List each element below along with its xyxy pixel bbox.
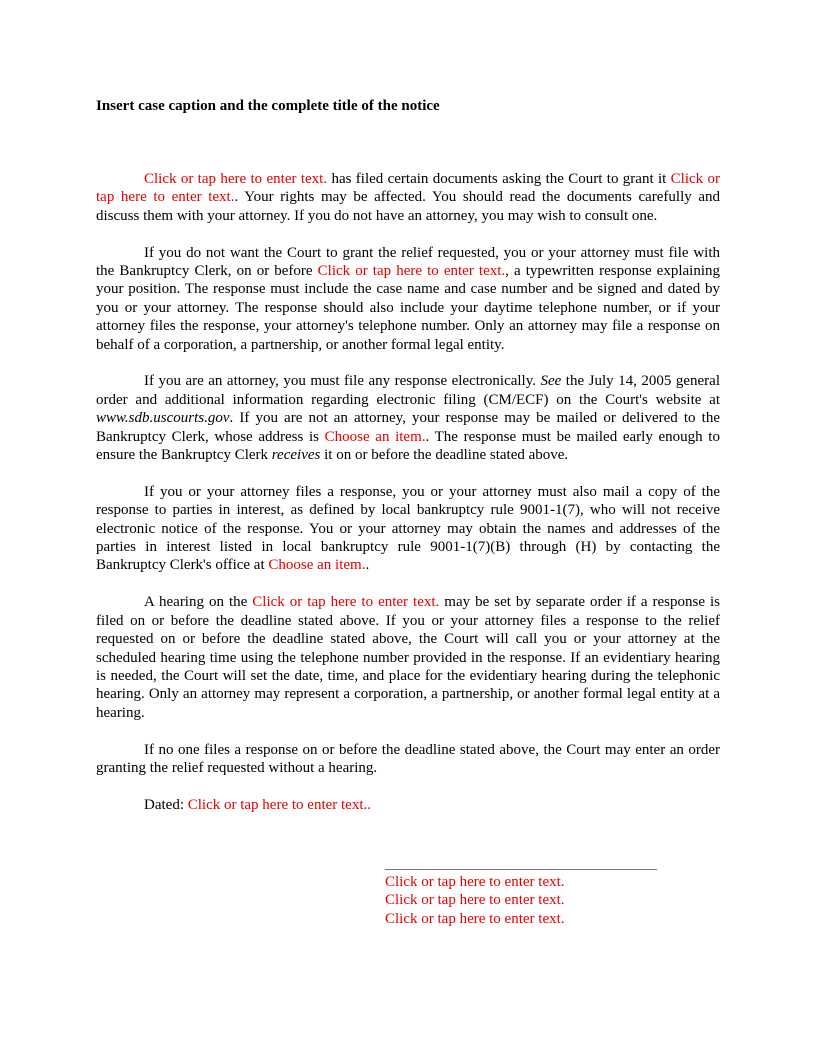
signature-name-field[interactable]: Click or tap here to enter text. [385,874,565,890]
deadline-date-field[interactable]: Click or tap here to enter text. [317,263,506,280]
clerk-office-dropdown[interactable]: Choose an item. [268,557,366,574]
clerk-address-dropdown[interactable]: Choose an item. [324,428,426,445]
paragraph-no-response: If no one files a response on or before the deadline stated above, the Court may enter an order granting the relief requested without a hearing. [96,741,720,776]
paragraph-response-deadline: If you do not want the Court to grant the relief requested, you or your attorney must file with the Bankruptcy Clerk, on or before Click or tap here to enter text., a typewritten response explaining your position. The response must include the case name and case number and be signed and dated by you or your attorney. The response should also include your daytime telephone number, or if your attorney files the response, your attorney's telephone number. Only an attorney may file a response on behalf of a corporation, a partnership, or another formal legal entity. [96,244,720,353]
notice-body [96,170,720,833]
dated-field[interactable]: Click or tap here to enter text. [187,796,368,813]
hearing-subject-field[interactable]: Click or tap here to enter text. [252,594,440,611]
court-website-link: www.sdb.uscourts.gov [96,410,230,427]
notice-title: Insert case caption and the complete title of the notice [96,98,440,114]
paragraph-electronic-filing: If you are an attorney, you must file any response electronically. See the July 14, 2005 general order and additional information regarding electronic filing (CM/ECF) on the Court's website at www.sdb.uscourts.gov. If you are not an attorney, your response may be mailed or delivered to the Bankruptcy Clerk, whose address is Choose an item.. The response must be mailed early enough to ensure the Bankruptcy Clerk receives it on or before the deadline stated above. [96,373,720,464]
signature-contact-field[interactable]: Click or tap here to enter text. [385,910,565,927]
dated-line: Dated: Click or tap here to enter text.. [144,796,372,813]
signature-address-field[interactable]: Click or tap here to enter text. [385,892,565,909]
signature-block [385,857,657,928]
relief-field[interactable]: Click or tap here to enter text. [96,171,720,206]
paragraph-filing: Click or tap here to enter text. has filed certain documents asking the Court to grant it Click or tap here to enter text.. Your rights may be affected. You should read the documents carefully and discuss them with your attorney. If you do not have an attorney, you may wish to consult one. [96,171,721,224]
paragraph-hearing: A hearing on the Click or tap here to enter text. may be set by separate order if a response is filed on or before the deadline stated above. If you or your attorney files a response to the relief requested on or before the deadline stated above, the Court will call you or your attorney at the scheduled hearing time using the telephone number provided in the response. If an evidentiary hearing is needed, the Court will set the date, time, and place for the evidentiary hearing during the telephonic hearing. Only an attorney may represent a corporation, a partnership, or another formal legal entity at a hearing. [96,594,720,721]
signature-line [385,857,657,870]
filer-name-field[interactable]: Click or tap here to enter text. [144,171,328,187]
paragraph-mail-copy: If you or your attorney files a response, you or your attorney must also mail a copy of the response to parties in interest, as defined by local bankruptcy rule 9001-1(7), who will not receive electronic notice of the response. You or your attorney may obtain the names and addresses of the parties in interest listed in local bankruptcy rule 9001-1(7)(B) through (H) by contacting the Bankruptcy Clerk's office at Choose an item.. [96,483,720,574]
